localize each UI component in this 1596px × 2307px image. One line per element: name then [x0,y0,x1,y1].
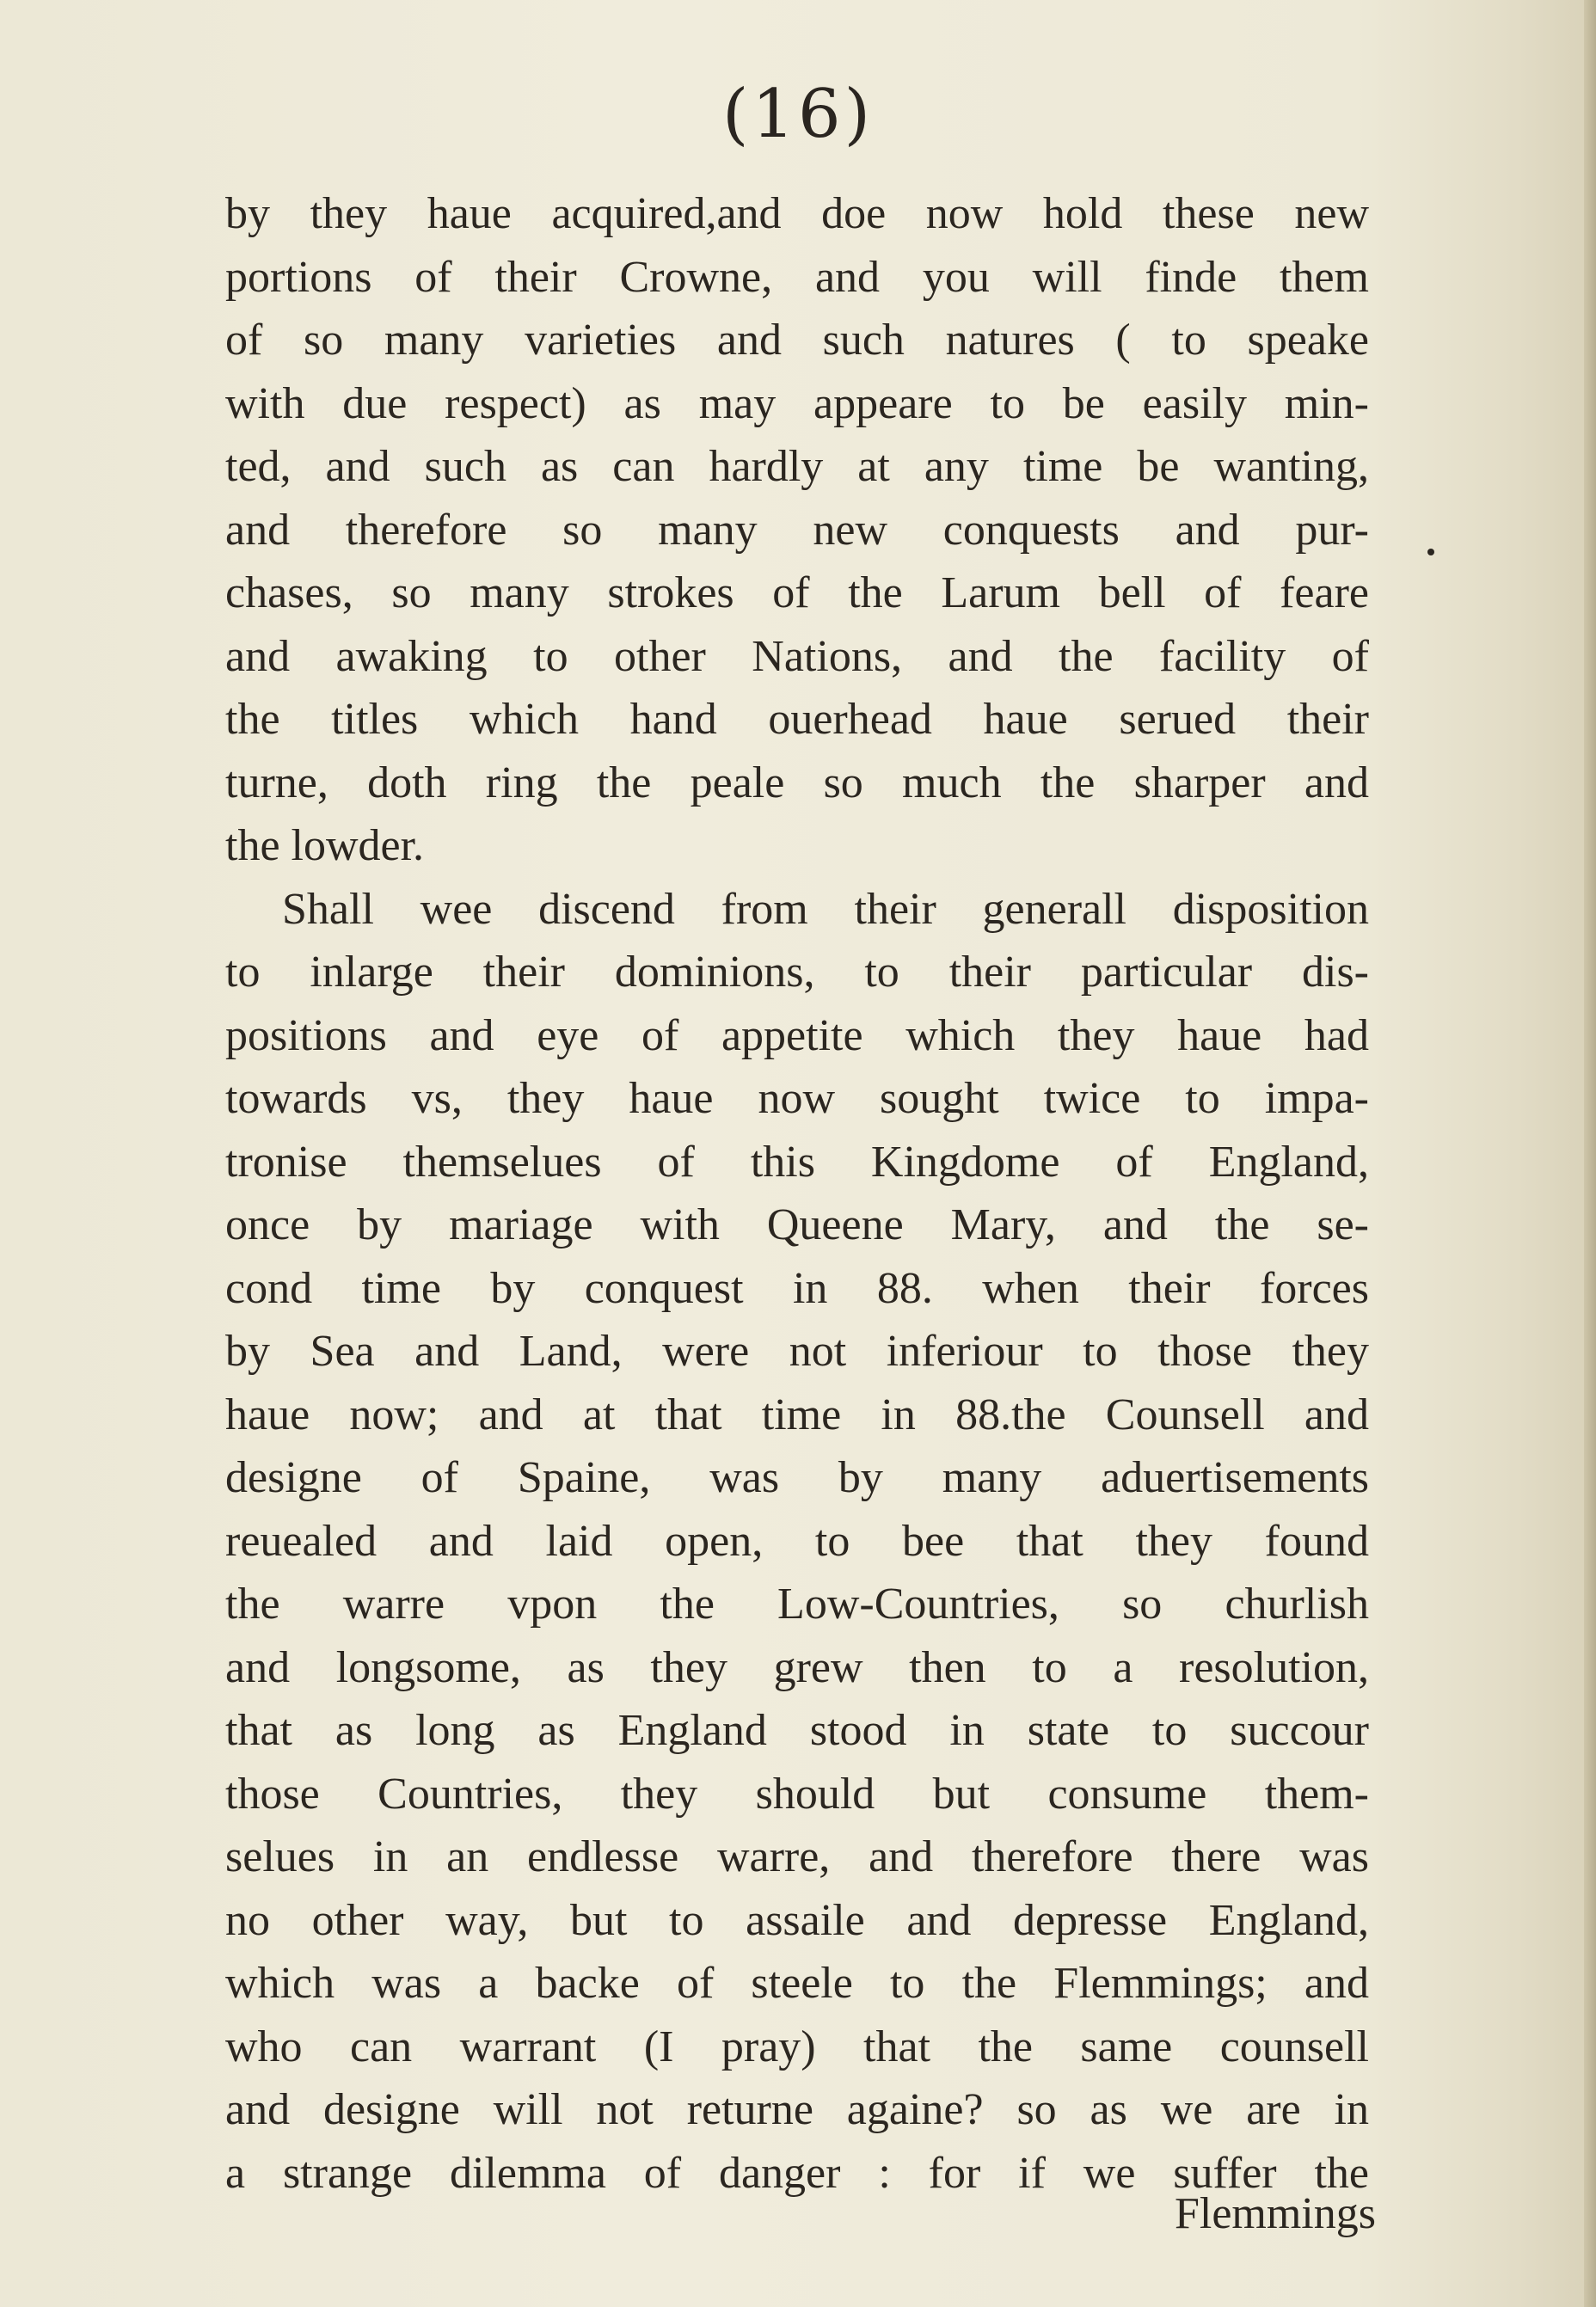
text-line: by they haue acquired,and doe now hold these new [225,189,1369,238]
text-line: Shall wee discend from their generall disposition [282,884,1369,934]
text-line: the warre vpon the Low-Countries, so churlish [225,1580,1369,1629]
text-line: turne, doth ring the peale so much the sharper and [225,758,1369,807]
body-text [225,182,1369,2205]
text-line: tronise themselues of this Kingdome of England, [225,1137,1369,1187]
text-line: reuealed and laid open, to bee that they found [225,1516,1369,1566]
text-line: selues in an endlesse warre, and therefore there was [225,1832,1369,1881]
text-line: once by mariage with Queene Mary, and the se- [225,1200,1369,1249]
text-line: a strange dilemma of danger : for if we suffer the [225,2148,1369,2198]
text-line: designe of Spaine, was by many aduertisements [225,1453,1369,1502]
text-line: which was a backe of steele to the Flemmings; and [225,1959,1369,2008]
text-line: chases, so many strokes of the Larum bell of feare [225,568,1369,617]
text-line: no other way, but to assaile and depresse England, [225,1895,1369,1945]
text-line: portions of their Crowne, and you will finde them [225,252,1369,302]
text-line: cond time by conquest in 88. when their forces [225,1263,1369,1313]
text-line: and designe will not returne againe? so as we are in [225,2085,1369,2134]
catchword: Flemmings [1174,2189,1376,2238]
text-line: the lowder. [225,821,425,870]
text-line: and awaking to other Nations, and the facility of [225,631,1369,681]
text-line: of so many varieties and such natures ( to speake [225,316,1369,365]
text-line: positions and eye of appetite which they haue had [225,1010,1369,1060]
text-line: that as long as England stood in state to succour [225,1706,1369,1755]
page-edge [1584,0,1596,2307]
text-line: ted, and such as can hardly at any time be wanting, [225,442,1369,491]
text-line: and longsome, as they grew then to a resolution, [225,1642,1369,1692]
text-line: towards vs, they haue now sought twice to impa- [225,1074,1369,1123]
text-line: the titles which hand ouerhead haue serued their [225,695,1369,744]
page-number: (16) [721,76,875,153]
text-line: with due respect) as may appeare to be easily min- [225,378,1369,428]
text-line: haue now; and at that time in 88.the Counsell and [225,1390,1369,1439]
text-line: who can warrant (I pray) that the same counsell [225,2022,1369,2071]
text-line: those Countries, they should but consume them- [225,1769,1369,1819]
text-line: and therefore so many new conquests and pur- [225,505,1369,555]
text-line: to inlarge their dominions, to their particular dis- [225,948,1369,997]
text-line: by Sea and Land, were not inferiour to those they [225,1327,1369,1376]
ink-speck [1427,549,1434,555]
